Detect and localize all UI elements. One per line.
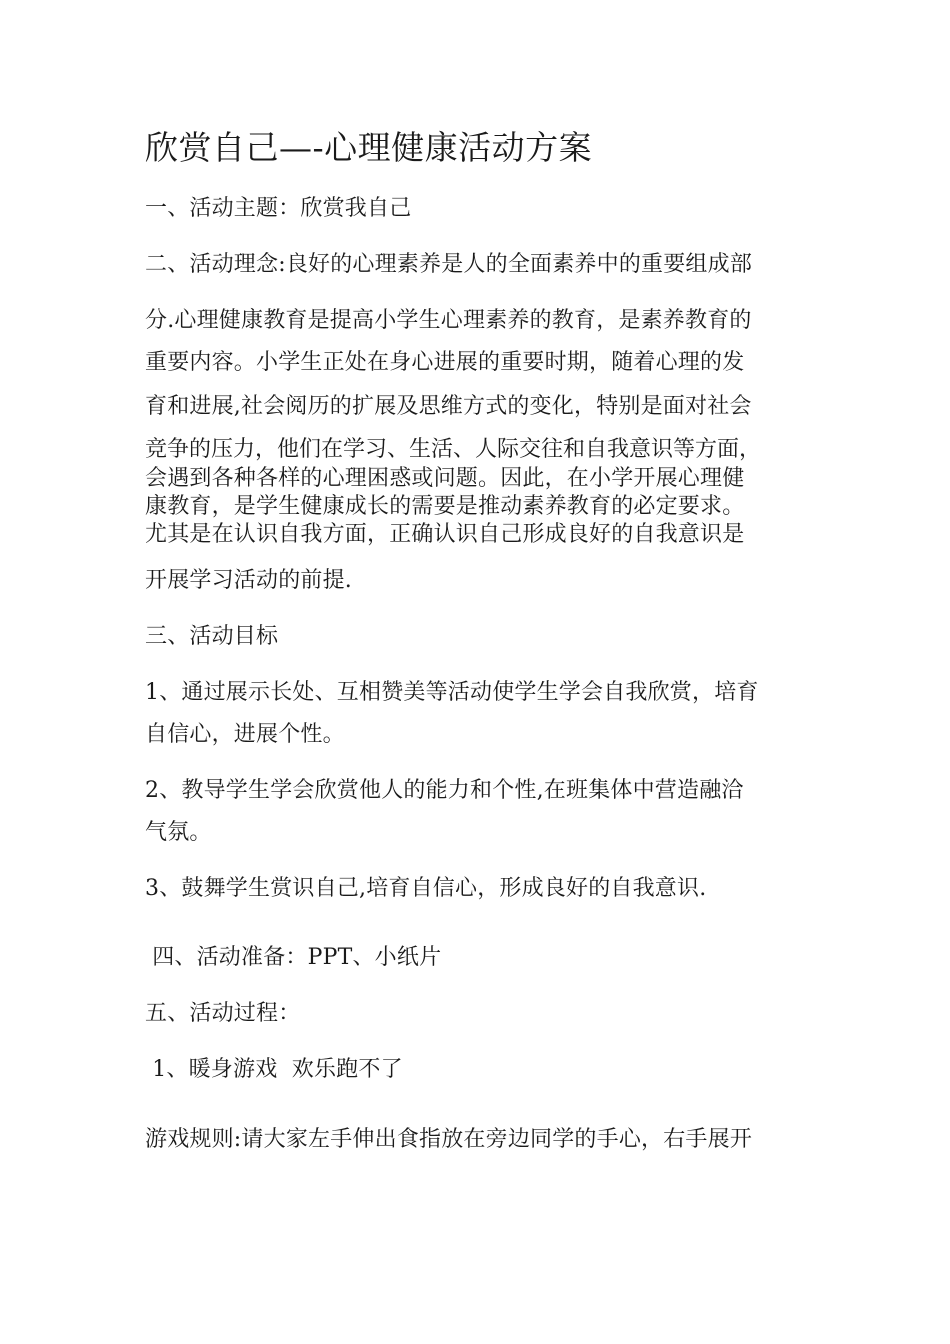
text-line: 1、暖身游戏 欢乐跑不了 <box>145 1057 403 1082</box>
text-line: 一、活动主题：欣赏我自己 <box>145 196 412 221</box>
text-line: 育和进展,社会阅历的扩展及思维方式的变化，特别是面对社会 <box>145 394 752 419</box>
text-line: 开展学习活动的前提. <box>145 568 352 593</box>
text-line: 二、活动理念:良好的心理素养是人的全面素养中的重要组成部 <box>145 252 753 277</box>
text-line: 气氛。 <box>145 820 212 845</box>
text-line: 自信心，进展个性。 <box>145 722 345 747</box>
text-line: 康教育，是学生健康成长的需要是推动素养教育的必定要求。 <box>145 494 745 519</box>
text-line: 游戏规则:请大家左手伸出食指放在旁边同学的手心，右手展开 <box>145 1127 753 1152</box>
section-heading: 五、活动过程： <box>145 1001 301 1026</box>
text-line: 会遇到各种各样的心理困惑或问题。因此，在小学开展心理健 <box>145 466 745 491</box>
text-line: 竞争的压力，他们在学习、生活、人际交往和自我意识等方面， <box>145 437 762 462</box>
document-title: 欣赏自己—-心理健康活动方案 <box>145 128 593 167</box>
text-line: 3、鼓舞学生赏识自己,培育自信心，形成良好的自我意识. <box>145 876 707 901</box>
section-heading: 三、活动目标 <box>145 624 279 649</box>
text-line: 1、通过展示长处、互相赞美等活动使学生学会自我欣赏，培育 <box>145 680 759 705</box>
text-line: 分.心理健康教育是提高小学生心理素养的教育，是素养教育的 <box>145 308 752 333</box>
text-line: 重要内容。小学生正处在身心进展的重要时期，随着心理的发 <box>145 350 745 375</box>
text-line: 2、教导学生学会欣赏他人的能力和个性,在班集体中营造融洽 <box>145 778 744 803</box>
section-heading: 四、活动准备：PPT、小纸片 <box>145 945 442 970</box>
text-line: 尤其是在认识自我方面，正确认识自己形成良好的自我意识是 <box>145 522 745 547</box>
